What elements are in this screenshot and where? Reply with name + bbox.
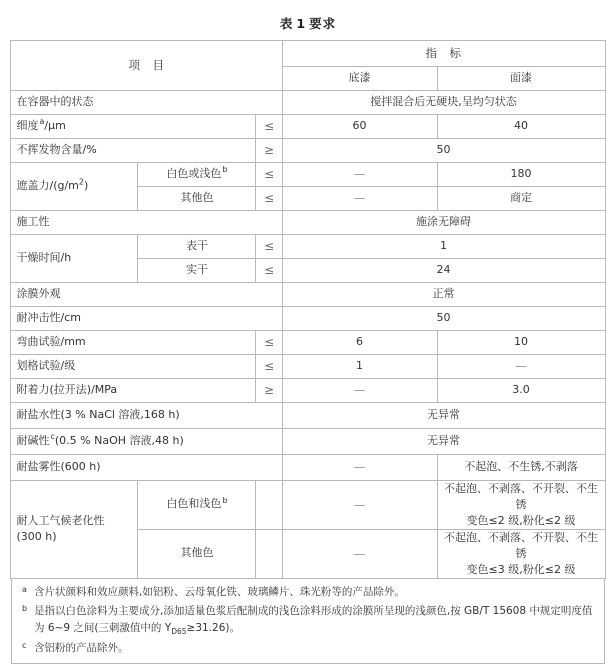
- row-symbol: ≤: [256, 331, 282, 355]
- row-label-close: ): [83, 179, 89, 193]
- row-sublabel-text: 白色或浅色: [166, 167, 222, 181]
- row-sublabel-text: 白色和浅色: [166, 497, 222, 511]
- footnote-a-marker: a: [22, 584, 27, 594]
- footnote-marker-c: c: [50, 432, 55, 442]
- title-number: 1: [296, 16, 307, 31]
- header-primer: 底漆: [282, 67, 437, 91]
- header-row-top: [11, 41, 605, 67]
- row-value: 搅拌混合后无硬块,呈均匀状态: [282, 91, 605, 115]
- row-value-primer: —: [282, 163, 437, 187]
- footnote-c-text: 含铝粉的产品除外。: [34, 641, 129, 654]
- table-row: [11, 403, 605, 429]
- row-value-topcoat: 10: [437, 331, 605, 355]
- row-symbol: ≤: [256, 235, 282, 259]
- row-value: 50: [282, 307, 605, 331]
- row-value-topcoat: 商定: [437, 187, 605, 211]
- table-header: [11, 41, 605, 91]
- row-value-primer: —: [282, 481, 437, 530]
- row-value-topcoat: [437, 529, 605, 578]
- table-row: [11, 163, 605, 187]
- requirements-table: [10, 40, 605, 579]
- page-title: [0, 0, 616, 40]
- title-name: 要求: [309, 16, 337, 31]
- footnote-marker-b: b: [222, 495, 228, 505]
- row-sublabel: 其他色: [138, 529, 256, 578]
- row-sublabel: [138, 163, 256, 187]
- row-value-topcoat-line2: 变色≤3 级,粉化≤2 级: [466, 562, 576, 576]
- row-sublabel: 表干: [138, 235, 256, 259]
- footnote-marker-a: a: [39, 117, 45, 127]
- footnote-b-text: 是指以白色涂料为主要成分,添加适量色浆后配制成的浅色涂料形成的涂膜所呈现的浅颜色,按 GB/T 15608 中规定明度值为 6~9 之间(三刺激值中的 Y: [34, 604, 593, 635]
- row-label: 耐盐雾性(600 h): [11, 455, 282, 481]
- row-label-line2: (300 h): [16, 530, 57, 544]
- row-value-primer: —: [282, 379, 437, 403]
- row-value-topcoat: 40: [437, 115, 605, 139]
- table-row: [11, 91, 605, 115]
- row-value-primer: —: [282, 187, 437, 211]
- table-row: [11, 481, 605, 530]
- row-label: 不挥发物含量/%: [11, 139, 256, 163]
- row-value-topcoat: —: [437, 355, 605, 379]
- row-label: 弯曲试验/mm: [11, 331, 256, 355]
- row-label-text: 遮盖力/(g/m: [16, 179, 79, 193]
- table-row: [11, 355, 605, 379]
- table-row: [11, 331, 605, 355]
- row-value-topcoat-line1: 不起泡、不剥落、不开裂、不生锈: [444, 482, 599, 511]
- row-label: [11, 163, 138, 211]
- table-row: [11, 211, 605, 235]
- row-sublabel: 实干: [138, 259, 256, 283]
- footnote-b-marker: b: [22, 603, 28, 613]
- footnote-a-text: 含片状颜料和效应颜料,如铝粉、云母氧化铁、玻璃鳞片、珠光粉等的产品除外。: [34, 585, 405, 598]
- row-label: [11, 115, 256, 139]
- row-label: 耐盐水性(3 % NaCl 溶液,168 h): [11, 403, 282, 429]
- table-row: [11, 307, 605, 331]
- row-value: 无异常: [282, 403, 605, 429]
- unit-exponent: 2: [78, 177, 84, 187]
- row-value: 正常: [282, 283, 605, 307]
- footnote-c-marker: c: [22, 640, 27, 650]
- row-label: 附着力(拉开法)/MPa: [11, 379, 256, 403]
- footnote-c: [20, 640, 596, 657]
- table-row: [11, 139, 605, 163]
- row-value-primer: —: [282, 529, 437, 578]
- row-symbol: [256, 529, 282, 578]
- row-value-topcoat: [437, 481, 605, 530]
- row-label: 划格试验/级: [11, 355, 256, 379]
- table-row: [11, 429, 605, 455]
- row-label: 涂膜外观: [11, 283, 282, 307]
- row-value: 50: [282, 139, 605, 163]
- row-label-line1: 耐人工气候老化性: [16, 513, 105, 527]
- footnote-b: [20, 603, 596, 638]
- row-symbol: ≤: [256, 259, 282, 283]
- table-body: [11, 91, 605, 579]
- footnote-a: [20, 584, 596, 601]
- row-value-topcoat: 不起泡、不生锈,不剥落: [437, 455, 605, 481]
- row-value-primer: 1: [282, 355, 437, 379]
- row-value: 1: [282, 235, 605, 259]
- row-symbol: [256, 481, 282, 530]
- row-symbol: ≥: [256, 379, 282, 403]
- row-label: [11, 429, 282, 455]
- footnote-b-text-tail: ≥31.26)。: [186, 622, 240, 635]
- table-row: [11, 455, 605, 481]
- header-topcoat: 面漆: [437, 67, 605, 91]
- row-value: 24: [282, 259, 605, 283]
- footnote-b-subscript: D65: [171, 627, 187, 637]
- row-value-topcoat-line2: 变色≤2 级,粉化≤2 级: [466, 513, 576, 527]
- row-label-text: 细度: [16, 119, 39, 133]
- row-label-condition: (0.5 % NaOH 溶液,48 h): [54, 434, 184, 448]
- header-indicator: 指 标: [282, 41, 605, 67]
- row-symbol: ≤: [256, 163, 282, 187]
- row-value: 无异常: [282, 429, 605, 455]
- table-row: [11, 235, 605, 259]
- row-value-topcoat-line1: 不起泡、不剥落、不开裂、不生锈: [444, 530, 599, 560]
- row-value-primer: —: [282, 455, 437, 481]
- table-footnotes: [11, 579, 605, 664]
- row-label: 施工性: [11, 211, 282, 235]
- table-row: [11, 115, 605, 139]
- table-row: [11, 283, 605, 307]
- row-label-text: 耐碱性: [16, 434, 50, 448]
- row-label-unit: /μm: [44, 119, 66, 133]
- row-label: [11, 481, 138, 579]
- row-value-primer: 6: [282, 331, 437, 355]
- row-label: 在容器中的状态: [11, 91, 282, 115]
- table-row: [11, 379, 605, 403]
- row-symbol: ≤: [256, 355, 282, 379]
- row-value-topcoat: 180: [437, 163, 605, 187]
- row-sublabel: 其他色: [138, 187, 256, 211]
- row-symbol: ≥: [256, 139, 282, 163]
- row-value-topcoat: 3.0: [437, 379, 605, 403]
- row-label: 耐冲击性/cm: [11, 307, 282, 331]
- footnote-marker-b: b: [222, 165, 228, 175]
- header-item: 项 目: [11, 41, 282, 91]
- row-label: 干燥时间/h: [11, 235, 138, 283]
- title-prefix: 表: [279, 16, 294, 31]
- row-symbol: ≤: [256, 115, 282, 139]
- row-symbol: ≤: [256, 187, 282, 211]
- row-value: 施涂无障碍: [282, 211, 605, 235]
- row-sublabel: [138, 481, 256, 530]
- row-value-primer: 60: [282, 115, 437, 139]
